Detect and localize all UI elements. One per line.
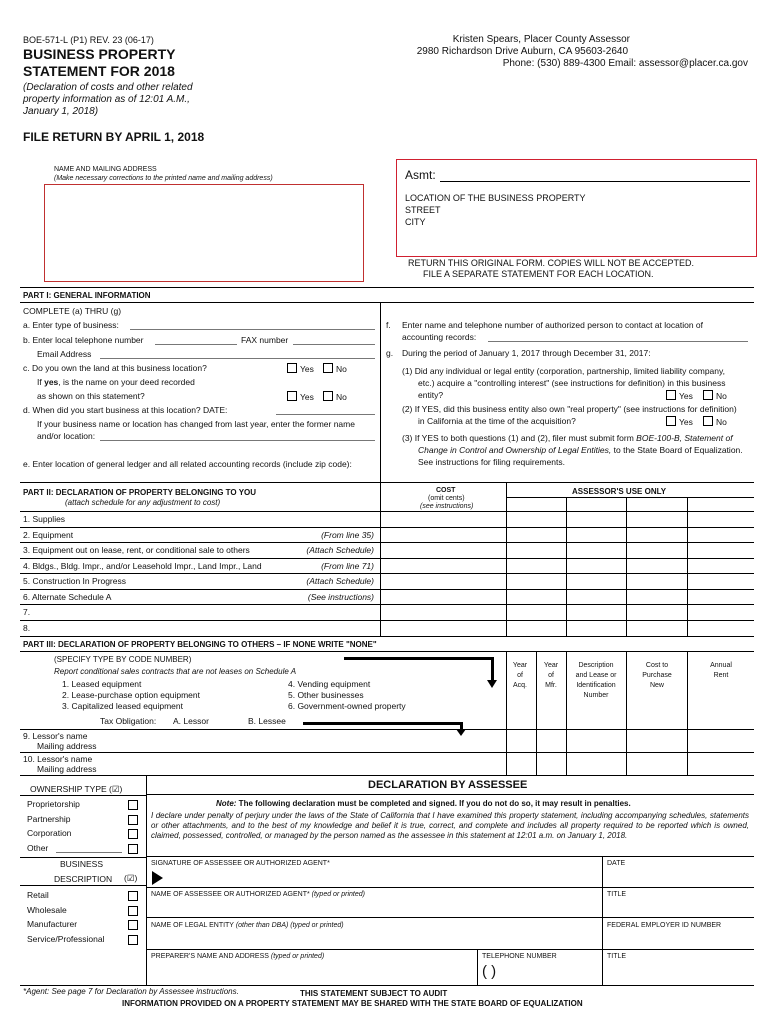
part2-row-label: 7. [23,607,31,617]
part1-heading: PART I: GENERAL INFORMATION [23,291,151,300]
subtitle-line2: property information as of 12:01 A.M., [23,94,190,105]
ownership-type-checkbox[interactable] [128,844,138,854]
boe100b-line2: Change in Control and Ownership of Legal Entities, to the State Board of Equalization. [418,445,743,455]
deed-yes[interactable]: Yes [287,391,314,402]
ownership-type-heading: OWNERSHIP TYPE (☑) [30,784,123,794]
part2-cost-input[interactable] [381,621,505,635]
assessor-name: Kristen Spears, Placer County Assessor [452,34,630,45]
see-instructions-note: (see instructions) [420,503,474,510]
ownership-type-label: Corporation [27,828,72,838]
location-label: LOCATION OF THE BUSINESS PROPERTY [405,193,586,203]
business-label: BUSINESS [60,859,103,869]
sharing-notice: INFORMATION PROVIDED ON A PROPERTY STATEMENT MAY BE SHARED WITH THE STATE BOARD OF EQUALIZATION [122,999,583,1008]
agent-footnote: *Agent: See page 7 for Declaration by Assessee instructions. [23,987,239,996]
arrow-to-year-column [344,657,494,660]
business-type-label: Service/Professional [27,933,105,944]
fax-field[interactable] [293,344,375,345]
part2-row-label: 5. Construction In Progress [23,576,126,586]
part2-heading: PART II: DECLARATION OF PROPERTY BELONGING TO YOU [23,488,257,497]
declaration-note: Note: The following declaration must be completed and signed. If you do not do so, it may result in penalties. [216,799,631,808]
part2-cost-input[interactable] [381,590,505,604]
item-g-letter: g. [386,348,394,358]
real-property-line1: (2) If YES, did this business entity also own "real property" (see instructions for definition) [402,404,737,414]
asmt-label: Asmt: [405,168,436,182]
control-interest-line1: (1) Did any individual or legal entity (corporation, partnership, limited liability company, [402,366,725,376]
form-title-line2: STATEMENT FOR 2018 [23,63,175,79]
original-form-notice: RETURN THIS ORIGINAL FORM. COPIES WILL NOT BE ACCEPTED. [408,258,695,268]
signature-field[interactable] [170,866,595,886]
title-label: TITLE [607,891,627,898]
business-type-label: Manufacturer [27,919,78,929]
ownership-type-label: Other [27,842,49,853]
code-6: 6. Government-owned property [288,701,406,711]
telephone-label: TELEPHONE NUMBER [482,953,557,960]
business-type-label: Wholesale [27,904,67,915]
tax-obligation-lessor: A. Lessor [173,716,209,726]
complete-instruction: COMPLETE (a) THRU (g) [23,306,122,316]
email-field[interactable] [100,358,375,359]
part3-heading: PART III: DECLARATION OF PROPERTY BELONGING TO OTHERS – IF NONE WRITE "NONE" [23,640,377,649]
business-type-checkbox[interactable] [128,906,138,916]
contact-person-field[interactable] [488,341,748,342]
control-interest-line2: etc.) acquire a "controlling interest" (see instructions for definition) in this business [418,378,726,388]
city-label: CITY [405,217,426,227]
part2-row-label: 4. Bldgs., Bldg. Impr., and/or Leasehold Impr., Land Impr., Land [23,560,262,571]
preparer-title-label: TITLE [607,953,627,960]
signature-label: SIGNATURE OF ASSESSEE OR AUTHORIZED AGENT* [151,860,330,867]
form-id: BOE-571-L (P1) REV. 23 (06-17) [23,35,154,45]
control-interest-yes[interactable]: Yes [666,390,693,401]
lessor-9-address-label: Mailing address [37,741,97,751]
code-5: 5. Other businesses [288,690,364,700]
phone-label: b. Enter local telephone number [23,335,144,345]
fein-label: FEDERAL EMPLOYER ID NUMBER [607,922,722,929]
assessor-contact: Phone: (530) 889-4300 Email: assessor@placer.ca.gov [502,58,748,69]
business-type-checkbox[interactable] [128,920,138,930]
part2-row-reference: (Attach Schedule) [306,545,374,555]
part2-cost-input[interactable] [381,559,505,573]
lessor-9-name-label: 9. Lessor's name [23,731,88,741]
code-4: 4. Vending equipment [288,679,371,689]
cost-new-header: Cost to Purchase New [642,662,672,689]
business-type-checkbox[interactable] [128,891,138,901]
contact-person-line2: accounting records: [402,332,477,342]
business-type-checkbox[interactable] [128,935,138,945]
own-land-yes[interactable]: Yes [287,363,314,374]
boe100b-line1: (3) If YES to both questions (1) and (2), filer must submit form BOE-100-B, Statement of [402,433,733,443]
contact-person-line1: Enter name and telephone number of authorized person to contact at location of [402,320,704,330]
business-description-label: DESCRIPTION [54,874,113,884]
part2-cost-input[interactable] [381,528,505,542]
code-1: 1. Leased equipment [62,679,142,689]
tax-obligation-label: Tax Obligation: [100,716,157,726]
arrow-down-icon [456,729,466,736]
deed-question-line2: as shown on this statement? [37,391,145,401]
date-label: DATE [607,860,626,867]
business-check-label: (☑) [124,873,138,883]
cost-header: COST [436,487,456,494]
part2-cost-input[interactable] [381,543,505,557]
year-manufactured-header: Year of Mfr. [543,662,559,689]
former-name-field[interactable] [100,440,375,441]
lessor-10-address-label: Mailing address [37,764,97,774]
part2-cost-input[interactable] [381,574,505,588]
part2-cost-input[interactable] [381,605,505,619]
omit-cents-note: (omit cents) [428,495,465,502]
assessor-use-header: ASSESSOR'S USE ONLY [572,487,667,496]
mailing-label: NAME AND MAILING ADDRESS [54,166,157,173]
real-property-line2: in California at the time of the acquisition? [418,416,576,426]
part2-row-reference: (From line 35) [321,529,374,540]
ledger-location-question: e. Enter location of general ledger and all related accounting records (include zip code): [23,459,352,469]
part2-subheading: (attach schedule for any adjustment to cost) [65,498,221,507]
description-header: Description and Lease or Identification Number [575,662,617,699]
separate-statement-notice: FILE A SEPARATE STATEMENT FOR EACH LOCATION. [423,269,654,279]
part2-row-reference: (Attach Schedule) [306,576,374,586]
assessor-address: 2980 Richardson Drive Auburn, CA 95603-2640 [416,46,628,57]
item-f-letter: f. [386,320,391,330]
part2-row-label: 6. Alternate Schedule A [23,591,112,602]
street-label: STREET [405,205,441,215]
start-date-question: d. When did you start business at this location? DATE: [23,405,228,415]
control-interest-no[interactable]: No [703,390,727,401]
real-property-no[interactable]: No [703,416,727,427]
specify-type-note: (SPECIFY TYPE BY CODE NUMBER) [54,655,192,664]
ownership-type-checkbox[interactable] [128,800,138,810]
perjury-declaration: I declare under penalty of perjury under the laws of the State of California that I have examined this property statement, including accompanying schedules, statements or other attachments, and to the best of my knowledge and belief it is true, correct, and complete and includes all property required to be reported which is owned, claimed, possessed, controlled, or managed by the person named as the assessee in this statement at 12:01 a.m. on January 1, 2018. [151,811,749,840]
ownership-type-checkbox[interactable] [128,815,138,825]
business-type-label: Retail [27,890,49,900]
former-name-line2: and/or location: [37,431,96,441]
legal-entity-label: NAME OF LEGAL ENTITY (other than DBA) (typed or printed) [151,922,344,929]
audit-notice: THIS STATEMENT SUBJECT TO AUDIT [300,989,448,998]
part2-row-label: 3. Equipment out on lease, rent, or conditional sale to others [23,545,250,555]
start-date-field[interactable] [276,414,375,415]
deed-question-line1: If yes, is the name on your deed recorded [37,377,195,387]
other-ownership-field[interactable] [56,852,122,853]
ownership-type-label: Partnership [27,813,71,824]
mailing-address-box[interactable] [44,184,364,282]
period-question: During the period of January 1, 2017 through December 31, 2017: [402,348,651,358]
ownership-type-checkbox[interactable] [128,829,138,839]
part2-row-label: 8. [23,622,31,633]
tax-obligation-lessee: B. Lessee [248,716,286,726]
mailing-note: (Make necessary corrections to the printed name and mailing address) [54,175,273,182]
former-name-line1: If your business name or location has changed from last year, enter the former name [37,419,355,429]
part2-row-label: 1. Supplies [23,514,66,524]
part2-row-reference: (From line 71) [321,560,374,571]
business-type-field[interactable] [130,329,375,330]
ownership-type-label: Proprietorship [27,799,80,809]
own-land-question: c. Do you own the land at this business location? [23,363,207,373]
declaration-heading: DECLARATION BY ASSESSEE [368,779,528,791]
subtitle-line1: (Declaration of costs and other related [23,82,193,93]
code-2: 2. Lease-purchase option equipment [62,690,200,700]
telephone-field[interactable]: ( ) [482,963,497,980]
business-type-label: a. Enter type of business: [23,320,119,330]
location-box[interactable] [396,159,757,257]
part2-row-reference: (See instructions) [307,591,374,602]
arrow-to-lessor-row [303,722,463,725]
own-land-no[interactable]: No [323,363,347,374]
phone-field[interactable] [155,344,237,345]
deed-no[interactable]: No [323,391,347,402]
annual-rent-header: Annual Rent [710,662,732,679]
conditional-sales-note: Report conditional sales contracts that are not leases on Schedule A [54,667,297,676]
part2-row-label: 2. Equipment [23,529,74,540]
lessor-10-name-label: 10. Lessor's name [23,754,93,764]
control-interest-line3: entity? [418,390,444,400]
real-property-yes[interactable]: Yes [666,416,693,427]
code-3: 3. Capitalized leased equipment [62,701,183,711]
agent-name-label: NAME OF ASSESSEE OR AUTHORIZED AGENT* (typed or printed) [151,891,365,898]
part2-cost-input[interactable] [381,512,505,526]
file-return-deadline: FILE RETURN BY APRIL 1, 2018 [23,130,205,144]
boe100b-line3: See instructions for filing requirements. [418,457,565,467]
year-acquired-header: Year of Acq. [512,662,528,689]
sign-here-arrow-icon [152,871,163,885]
preparer-label: PREPARER'S NAME AND ADDRESS (typed or printed) [151,953,325,960]
fax-label: FAX number [241,335,289,345]
email-label: Email Address [37,349,92,359]
form-title-line1: BUSINESS PROPERTY [23,46,176,62]
subtitle-line3: January 1, 2018) [23,106,99,117]
arrow-down-icon [487,680,497,688]
